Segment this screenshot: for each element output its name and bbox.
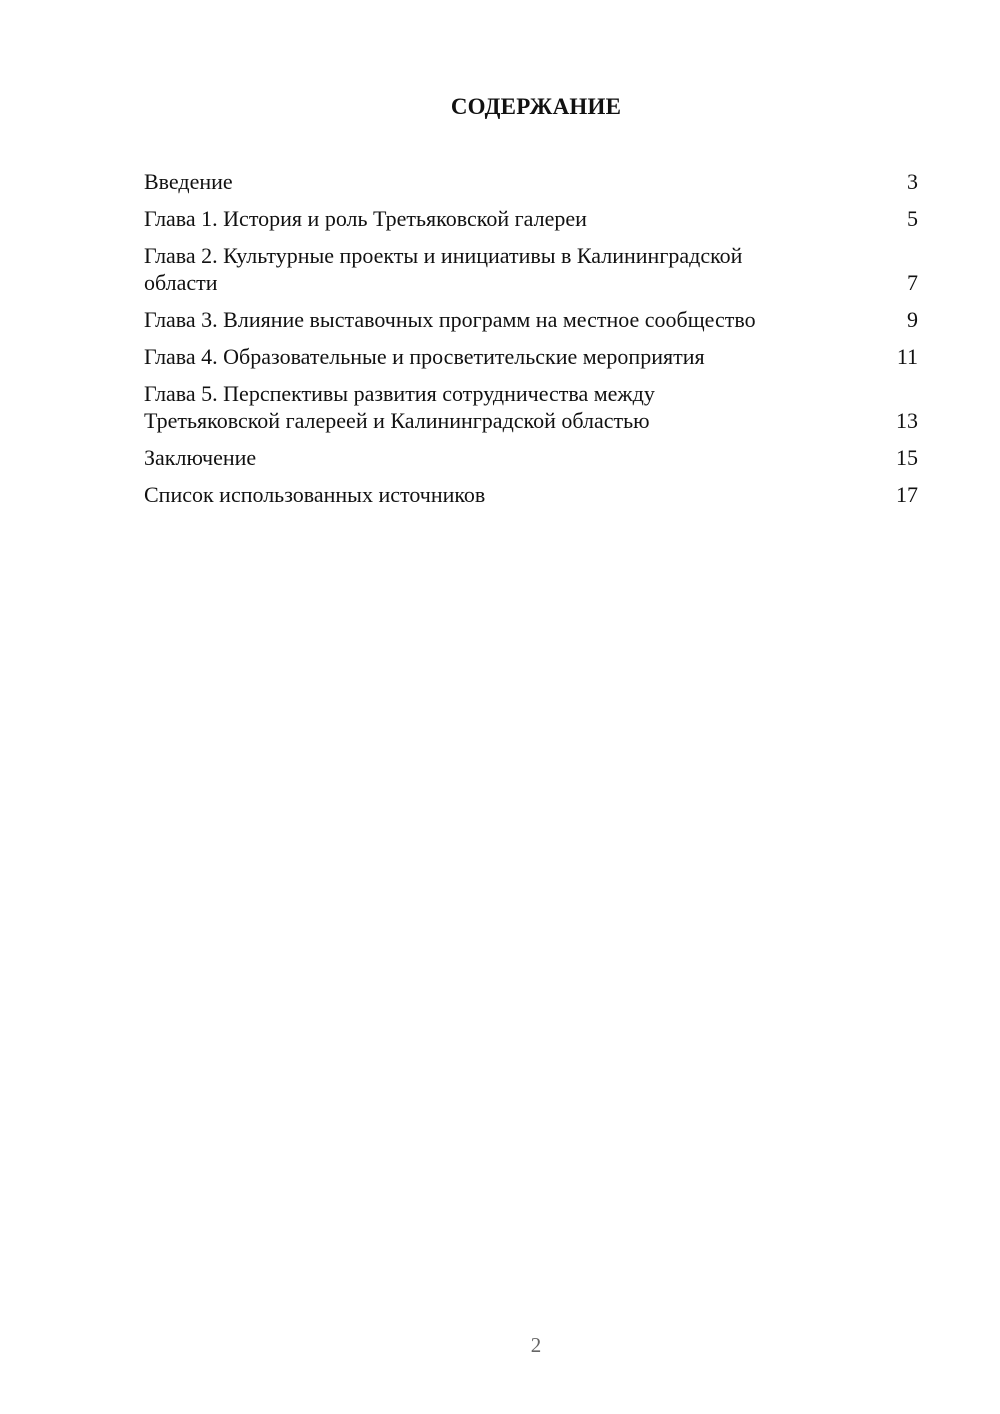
toc-entry-page: 17 [896,482,918,507]
toc-entry-page: 5 [907,206,918,231]
toc-entry-title: Глава 2. Культурные проекты и инициативы в Калининградской области [144,243,743,295]
toc-entry-chapter-4[interactable] [144,343,918,370]
toc-entry-title: Глава 3. Влияние выставочных программ на местное сообщество [144,307,756,332]
page-number: 2 [530,1333,542,1357]
table-of-contents [144,168,918,518]
toc-entry-page: 13 [896,408,918,433]
toc-entry-chapter-2[interactable] [144,242,918,296]
toc-entry-page: 3 [907,169,918,194]
toc-entry-page: 9 [907,307,918,332]
toc-entry-introduction[interactable] [144,168,918,195]
toc-entry-title: Заключение [144,445,257,470]
toc-entry-title: Введение [144,169,233,194]
toc-entry-references[interactable] [144,481,918,508]
toc-entry-chapter-5[interactable] [144,380,918,434]
toc-entry-title: Глава 1. История и роль Третьяковской галереи [144,206,587,231]
toc-entry-title: Глава 4. Образовательные и просветительские мероприятия [144,344,705,369]
toc-entry-chapter-1[interactable] [144,205,918,232]
toc-entry-page: 7 [907,270,918,295]
toc-entry-conclusion[interactable] [144,444,918,471]
toc-entry-page: 15 [896,445,918,470]
toc-entry-chapter-3[interactable] [144,306,918,333]
toc-entry-title: Список использованных источников [144,482,486,507]
toc-entry-page: 11 [896,344,918,369]
toc-heading: СОДЕРЖАНИЕ [450,94,622,119]
toc-entry-title: Глава 5. Перспективы развития сотрудничества между Третьяковской галереей и Калининградской областью [144,381,655,433]
